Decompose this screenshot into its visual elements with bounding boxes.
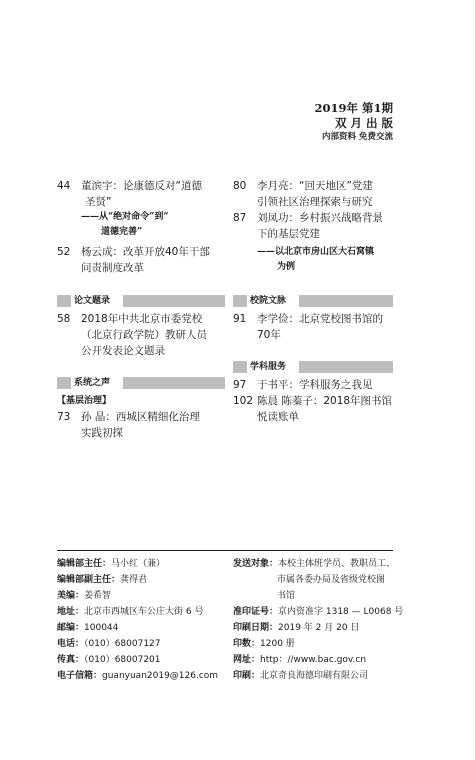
colophon-row	[233, 620, 408, 636]
colophon-label: 地址：	[57, 607, 85, 617]
colophon-label: 编辑部副主任：	[57, 575, 121, 585]
colophon-value: 书馆	[277, 591, 296, 601]
subsection-label: 【基层治理】	[57, 396, 112, 406]
colophon-label: 传真：	[57, 655, 85, 665]
entry-title-line: 李学俭：北京党校图书馆的	[257, 313, 383, 325]
section-header-papers	[57, 295, 225, 307]
colophon-label: 美编：	[57, 591, 85, 601]
section-bar	[233, 295, 247, 307]
colophon-value: 马小红（兼）	[111, 559, 166, 569]
page-number: 80	[233, 180, 247, 192]
toc-entry[interactable]	[233, 311, 403, 345]
section-title: 学科服务	[247, 361, 289, 373]
page-number: 87	[233, 212, 247, 224]
entry-title-line: 董滨宇：论康德反对“道德	[81, 180, 202, 192]
colophon-label: 印刷：	[233, 671, 261, 681]
website-link[interactable]: http：//www.bac.gov.cn	[260, 655, 367, 665]
colophon-row	[57, 636, 232, 652]
section-header-history	[233, 295, 393, 307]
colophon-label: 电子信箱：	[57, 671, 103, 681]
colophon-label: 印数：	[233, 639, 261, 649]
section-bar	[123, 295, 225, 307]
publication-frequency: 双 月 出 版	[334, 116, 393, 130]
page-number: 102	[233, 395, 254, 407]
toc-entry[interactable]	[233, 393, 403, 427]
entry-title-line: （北京行政学院）教研人员	[81, 329, 207, 341]
colophon-value: guanyuan2019@126.com	[102, 671, 219, 681]
entry-title-line: 悦读账单	[257, 411, 299, 423]
page-number: 58	[57, 313, 71, 325]
colophon-label: 邮编：	[57, 623, 85, 633]
page-number: 52	[57, 246, 71, 258]
colophon-row	[57, 652, 232, 668]
section-title: 论文题录	[71, 295, 113, 307]
entry-title-line: 2018年中共北京市委党校	[81, 313, 203, 325]
section-title: 系统之声	[71, 377, 113, 389]
colophon-label: 印刷日期：	[233, 623, 279, 633]
toc-entry[interactable]	[233, 210, 403, 244]
section-bar	[57, 295, 71, 307]
colophon-row	[57, 620, 232, 636]
colophon-value: 市属各委办局及省级党校图	[277, 575, 386, 585]
colophon-row	[233, 668, 408, 684]
page-number: 97	[233, 379, 247, 391]
colophon-right	[233, 556, 408, 684]
colophon-row	[57, 604, 232, 620]
colophon-value: （010）68007127	[84, 639, 161, 649]
entry-subtitle	[81, 210, 231, 240]
entry-title-line: 李月亮：“回天地区”党建	[257, 180, 373, 192]
entry-subtitle-line: 为例	[277, 262, 296, 272]
page-number: 73	[57, 411, 71, 423]
entry-title-line: 引领社区治理探索与研究	[257, 196, 373, 208]
colophon-row	[233, 604, 408, 620]
section-bar	[299, 295, 393, 307]
toc-entry[interactable]	[57, 311, 227, 361]
page-number: 91	[233, 313, 247, 325]
toc-entry[interactable]	[233, 178, 403, 212]
colophon-value: 北京奇良海德印刷有限公司	[260, 671, 369, 681]
section-bar	[299, 361, 393, 373]
section-bar	[123, 377, 225, 389]
entry-title-line: 陈晨 陈蓁子：2018年图书馆	[257, 395, 393, 407]
colophon-row	[233, 636, 408, 652]
entry-title-line: 70年	[257, 329, 281, 341]
colophon-row	[233, 652, 408, 668]
colophon-row	[57, 572, 232, 588]
entry-subtitle-line: ——从“绝对命令”到“	[81, 212, 169, 222]
colophon-label: 准印证号：	[233, 607, 279, 617]
section-header-service	[233, 361, 393, 373]
colophon-row	[233, 572, 408, 588]
distribution-note: 内部资料 免费交流	[322, 132, 393, 142]
colophon-value: 京内资准字 1318 — L0068 号	[278, 607, 404, 617]
colophon-row	[233, 588, 408, 604]
colophon-value: 本校主体班学员、教职员工、	[278, 559, 396, 569]
entry-title-line: 公开发表论文题录	[81, 345, 165, 357]
colophon-value: 1200 册	[260, 639, 295, 649]
entry-title-line: 实践初探	[81, 427, 123, 439]
entry-title-line: 于书平：学科服务之我见	[257, 379, 373, 391]
colophon-value: 姜希智	[84, 591, 112, 601]
entry-subtitle-line: ——以北京市房山区大石窝镇	[257, 247, 375, 257]
entry-subtitle-line: 道德完善”	[101, 227, 143, 237]
colophon-row	[57, 588, 232, 604]
toc-entry[interactable]	[57, 409, 227, 443]
entry-title-line: 孙 晶：西城区精细化治理	[81, 411, 200, 423]
colophon-left	[57, 556, 232, 684]
section-title: 校院文脉	[247, 295, 289, 307]
colophon-value: 北京市西城区车公庄大街 6 号	[84, 607, 204, 617]
colophon-value: 龚得君	[120, 575, 148, 585]
colophon-value: 100044	[84, 623, 119, 633]
colophon-value: （010）68007201	[84, 655, 161, 665]
entry-title-line: 杨云成：改革开放40年干部	[81, 246, 210, 258]
toc-entry[interactable]	[233, 377, 403, 394]
section-bar	[57, 377, 71, 389]
entry-title-line: 问责制度改革	[81, 262, 144, 274]
colophon-label: 编辑部主任：	[57, 559, 112, 569]
colophon-label: 电话：	[57, 639, 85, 649]
issue-number: 2019年 第1期	[314, 101, 393, 115]
entry-title-line: 刘凤功：乡村振兴战略背景	[257, 212, 383, 224]
colophon-row	[57, 668, 232, 684]
colophon-row	[233, 556, 408, 572]
section-header-system	[57, 377, 225, 389]
entry-title-line: 圣贤”	[85, 196, 112, 208]
entry-subtitle	[257, 245, 407, 275]
colophon-label: 网址：	[233, 655, 261, 665]
colophon-row	[57, 556, 232, 572]
colophon-divider	[57, 550, 393, 551]
page-number: 44	[57, 180, 71, 192]
colophon-value: 2019 年 2 月 20 日	[278, 623, 360, 633]
colophon-label: 发送对象：	[233, 559, 279, 569]
entry-title-line: 下的基层党建	[257, 228, 320, 240]
section-bar	[233, 361, 247, 373]
toc-entry[interactable]	[57, 244, 227, 278]
